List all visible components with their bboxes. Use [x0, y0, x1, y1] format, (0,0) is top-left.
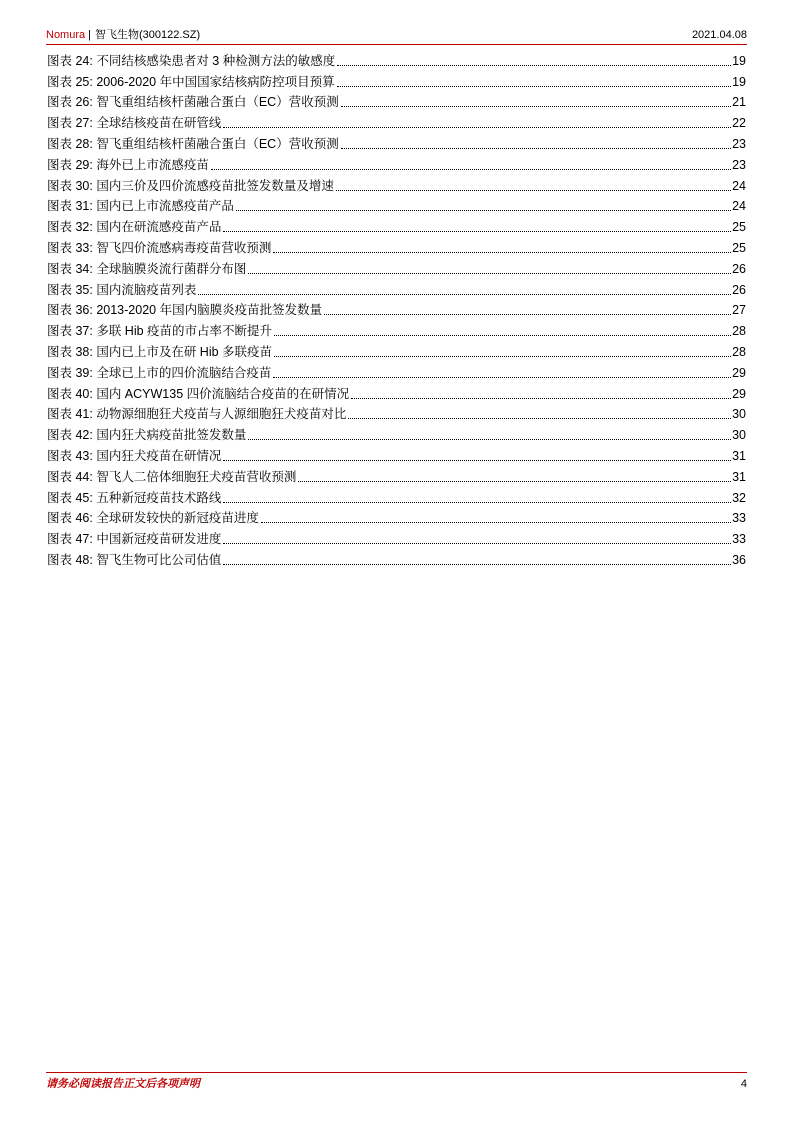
toc-entry-title[interactable]: 图表 38: 国内已上市及在研 Hib 多联疫苗 [47, 344, 273, 359]
toc-entry[interactable] [47, 360, 746, 381]
toc-entry-page[interactable]: 24 [732, 178, 746, 193]
toc-entry[interactable] [47, 506, 746, 527]
toc-entry-page[interactable]: 29 [732, 386, 746, 401]
dot-leader [223, 542, 731, 544]
toc-entry[interactable] [47, 214, 746, 235]
dot-leader [236, 209, 731, 211]
toc-entry[interactable] [47, 547, 746, 568]
toc-entry-title[interactable]: 图表 30: 国内三价及四价流感疫苗批签发数量及增速 [47, 178, 334, 193]
toc-entry-page[interactable]: 31 [732, 448, 746, 463]
toc-entry-title[interactable]: 图表 36: 2013-2020 年国内脑膜炎疫苗批签发数量 [47, 303, 323, 318]
dot-leader [223, 230, 731, 232]
figure-index [47, 48, 746, 568]
header-divider [46, 44, 747, 45]
dot-leader [298, 480, 731, 482]
dot-leader [261, 521, 731, 523]
dot-leader [223, 459, 731, 461]
dot-leader [348, 417, 731, 419]
dot-leader [337, 85, 732, 87]
toc-entry[interactable] [47, 381, 746, 402]
toc-entry[interactable] [47, 298, 746, 319]
toc-entry-title[interactable]: 图表 27: 全球结核疫苗在研管线 [47, 116, 222, 131]
toc-entry-title[interactable]: 图表 26: 智飞重组结核杆菌融合蛋白（EC）营收预测 [47, 95, 339, 110]
dot-leader [337, 64, 731, 66]
dot-leader [273, 376, 731, 378]
footer-divider [46, 1072, 747, 1073]
dot-leader [324, 313, 731, 315]
toc-entry[interactable] [47, 256, 746, 277]
toc-entry[interactable] [47, 152, 746, 173]
toc-entry[interactable] [47, 422, 746, 443]
dot-leader [248, 438, 731, 440]
toc-entry-page[interactable]: 30 [732, 407, 746, 422]
dot-leader [223, 501, 731, 503]
toc-entry[interactable] [47, 235, 746, 256]
toc-entry-page[interactable]: 26 [732, 261, 746, 276]
toc-entry-title[interactable]: 图表 47: 中国新冠疫苗研发进度 [47, 532, 222, 547]
toc-entry[interactable] [47, 194, 746, 215]
toc-entry-title[interactable]: 图表 39: 全球已上市的四价流脑结合疫苗 [47, 365, 272, 380]
toc-entry-page[interactable]: 28 [732, 344, 746, 359]
page-number: 4 [740, 1078, 747, 1090]
toc-entry-title[interactable]: 图表 46: 全球研发较快的新冠疫苗进度 [47, 511, 259, 526]
toc-entry[interactable] [47, 402, 746, 423]
toc-entry[interactable] [47, 318, 746, 339]
toc-entry[interactable] [47, 485, 746, 506]
dot-leader [336, 189, 731, 191]
toc-entry[interactable] [47, 110, 746, 131]
disclaimer-note: 请务必阅读报告正文后各项声明 [46, 1078, 200, 1090]
toc-entry-title[interactable]: 图表 34: 全球脑膜炎流行菌群分布图 [47, 261, 247, 276]
toc-entry[interactable] [47, 464, 746, 485]
toc-entry-title[interactable]: 图表 32: 国内在研流感疫苗产品 [47, 220, 222, 235]
dot-leader [223, 126, 731, 128]
toc-entry-page[interactable]: 19 [732, 53, 746, 68]
dot-leader [341, 105, 731, 107]
toc-entry-page[interactable]: 30 [732, 428, 746, 443]
toc-entry[interactable] [47, 131, 746, 152]
page-footer [46, 1077, 747, 1091]
brand-name: Nomura [46, 29, 86, 41]
dot-leader [274, 355, 731, 357]
dot-leader [198, 293, 731, 295]
toc-entry-title[interactable]: 图表 37: 多联 Hib 疫苗的市占率不断提升 [47, 324, 273, 339]
toc-entry-page[interactable]: 19 [732, 74, 746, 89]
header-separator: | [88, 29, 91, 41]
toc-entry[interactable] [47, 339, 746, 360]
toc-entry-title[interactable]: 图表 28: 智飞重组结核杆菌融合蛋白（EC）营收预测 [47, 136, 339, 151]
toc-entry-title[interactable]: 图表 29: 海外已上市流感疫苗 [47, 157, 209, 172]
toc-entry[interactable] [47, 277, 746, 298]
toc-entry-title[interactable]: 图表 42: 国内狂犬病疫苗批签发数量 [47, 428, 247, 443]
toc-entry[interactable] [47, 69, 746, 90]
toc-entry[interactable] [47, 526, 746, 547]
dot-leader [273, 251, 731, 253]
toc-entry-page[interactable]: 27 [732, 303, 746, 318]
toc-entry-page[interactable]: 31 [732, 469, 746, 484]
toc-entry-title[interactable]: 图表 33: 智飞四价流感病毒疫苗营收预测 [47, 240, 272, 255]
toc-entry-title[interactable]: 图表 31: 国内已上市流感疫苗产品 [47, 199, 234, 214]
report-date: 2021.04.08 [691, 29, 747, 41]
toc-entry-page[interactable]: 36 [732, 552, 746, 567]
toc-entry-title[interactable]: 图表 43: 国内狂犬疫苗在研情况 [47, 448, 222, 463]
toc-entry-page[interactable]: 29 [732, 365, 746, 380]
dot-leader [223, 563, 731, 565]
toc-entry-page[interactable]: 24 [732, 199, 746, 214]
toc-entry[interactable] [47, 173, 746, 194]
toc-entry-title[interactable]: 图表 35: 国内流脑疫苗列表 [47, 282, 197, 297]
toc-entry[interactable] [47, 90, 746, 111]
page-header [46, 28, 747, 44]
toc-entry-page[interactable]: 32 [732, 490, 746, 505]
toc-entry-page[interactable]: 33 [732, 532, 746, 547]
toc-entry[interactable] [47, 48, 746, 69]
toc-entry-page[interactable]: 25 [732, 240, 746, 255]
toc-entry-page[interactable]: 28 [732, 324, 746, 339]
dot-leader [211, 168, 731, 170]
toc-entry-page[interactable]: 26 [732, 282, 746, 297]
toc-entry-title[interactable]: 图表 44: 智飞人二倍体细胞狂犬疫苗营收预测 [47, 469, 297, 484]
dot-leader [274, 334, 731, 336]
dot-leader [248, 272, 731, 274]
toc-entry-title[interactable]: 图表 40: 国内 ACYW135 四价流脑结合疫苗的在研情况 [47, 386, 350, 401]
toc-entry-page[interactable]: 23 [732, 157, 746, 172]
toc-entry-title[interactable]: 图表 25: 2006-2020 年中国国家结核病防控项目预算 [47, 74, 335, 89]
toc-entry[interactable] [47, 443, 746, 464]
toc-entry-title[interactable]: 图表 48: 智飞生物可比公司估值 [47, 552, 222, 567]
toc-entry-page[interactable]: 22 [732, 116, 746, 131]
toc-entry-page[interactable]: 33 [732, 511, 746, 526]
toc-entry-title[interactable]: 图表 41: 动物源细胞狂犬疫苗与人源细胞狂犬疫苗对比 [47, 407, 347, 422]
toc-entry-page[interactable]: 25 [732, 220, 746, 235]
toc-entry-page[interactable]: 23 [732, 136, 746, 151]
dot-leader [351, 397, 731, 399]
company-name: 智飞生物(300122.SZ) [94, 29, 201, 41]
toc-entry-page[interactable]: 21 [732, 95, 746, 110]
toc-entry-title[interactable]: 图表 24: 不同结核感染患者对 3 种检测方法的敏感度 [47, 53, 336, 68]
toc-entry-title[interactable]: 图表 45: 五种新冠疫苗技术路线 [47, 490, 222, 505]
dot-leader [341, 147, 731, 149]
